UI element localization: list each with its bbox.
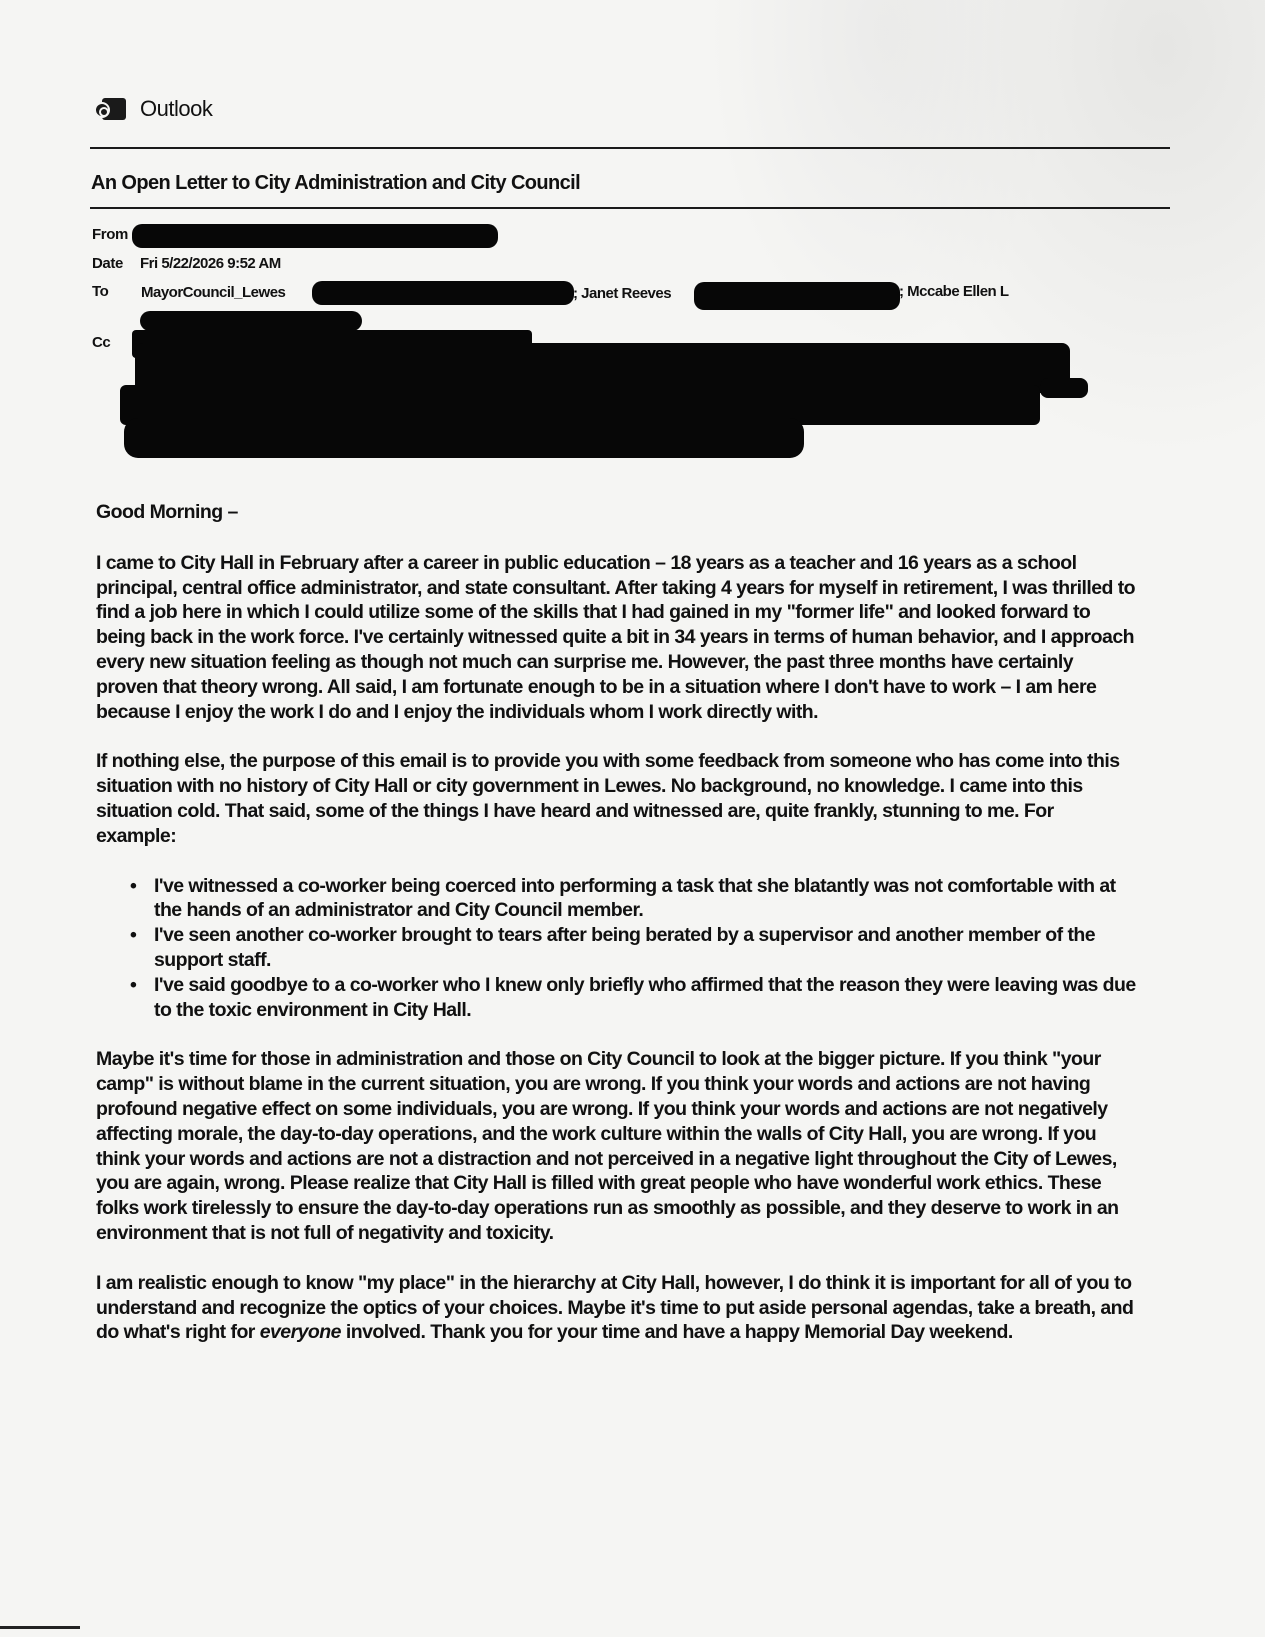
redacted-sender bbox=[132, 224, 498, 248]
closing-text: I am realistic enough to know "my place" in the hierarchy at City Hall, however, I do think it is important for all of you to understand and recognize the optics of your choices. Maybe it's time to put aside personal agendas, take a breath, and do what's right for bbox=[96, 1271, 1134, 1344]
redacted-cc-list bbox=[124, 418, 804, 458]
to-label: To bbox=[92, 283, 109, 300]
to-recipient: ; Janet Reeves bbox=[573, 285, 672, 302]
to-recipient: MayorCouncil_Lewes bbox=[141, 284, 286, 301]
list-item: • I've witnessed a co-worker being coerced into performing a task that she blatantly was not comfortable with at the hands of an administrator and City Council member. bbox=[154, 874, 1136, 924]
header-divider bbox=[90, 147, 1170, 149]
closing-paragraph bbox=[96, 1271, 1136, 1345]
redacted-cc-list bbox=[1040, 378, 1088, 398]
greeting: Good Morning – bbox=[96, 501, 238, 523]
example-list bbox=[96, 874, 1136, 1023]
outlook-logo-icon bbox=[94, 96, 126, 122]
list-item: • I've seen another co-worker brought to tears after being berated by a supervisor and another member of the support staff. bbox=[154, 923, 1136, 973]
to-recipient: ; Mccabe Ellen L bbox=[899, 283, 1009, 300]
from-label: From bbox=[92, 226, 128, 243]
app-title: Outlook bbox=[140, 96, 213, 121]
page-edge-mark bbox=[0, 1626, 80, 1629]
body-paragraph: I came to City Hall in February after a career in public education – 18 years as a teacher and 16 years as a school principal, central office administrator, and state consultant. After taking 4 years for myself in retirement, I was thrilled to find a job here in which I could utilize some of the skills that I had gained in my "former life" and looked forward to being back in the work force. I've certainly witnessed quite a bit in 34 years in terms of human behavior, and I approach every new situation feeling as though not much can surprise me. However, the past three months have certainly proven that theory wrong. All said, I am fortunate enough to be in a situation where I don't have to work – I am here because I enjoy the work I do and I enjoy the individuals whom I work directly with. bbox=[96, 551, 1136, 723]
app-header bbox=[94, 96, 212, 122]
redacted-recipient-email bbox=[694, 282, 900, 310]
emphasis-text: everyone bbox=[259, 1321, 341, 1344]
email-subject: An Open Letter to City Administration and City Council bbox=[91, 172, 581, 194]
email-body bbox=[96, 500, 1136, 1370]
cc-label: Cc bbox=[92, 334, 111, 351]
date-label: Date bbox=[92, 255, 123, 272]
body-paragraph: If nothing else, the purpose of this email is to provide you with some feedback from someone who has come into this situation with no history of City Hall or city government in Lewes. No background, no knowledge. I came into this situation cold. That said, some of the things I have heard and witnessed are, quite frankly, stunning to me. For example: bbox=[96, 750, 1120, 847]
body-paragraph: Maybe it's time for those in administration and those on City Council to look at the bigger picture. If you think "your camp" is without blame in the current situation, you are wrong. If you think your words and actions are not having profound negative effect on some individuals, you are wrong. If you think your words and actions are not negatively affecting morale, the day-to-day operations, and the work culture within the walls of City Hall, you are wrong. If you think your words and actions are not a distraction and not perceived in a negative light throughout the City of Lewes, you are again, wrong. Please realize that City Hall is filled with great people who have wonderful work ethics. These folks work tirelessly to ensure the day-to-day operations run as smoothly as possible, and they deserve to work in an environment that is not full of negativity and toxicity. bbox=[96, 1048, 1119, 1244]
date-value: Fri 5/22/2026 9:52 AM bbox=[140, 255, 281, 272]
redacted-recipient-email bbox=[312, 281, 574, 305]
closing-text-end: involved. Thank you for your time and have a happy Memorial Day weekend. bbox=[340, 1321, 1013, 1344]
list-item: • I've said goodbye to a co-worker who I knew only briefly who affirmed that the reason they were leaving was due to the toxic environment in City Hall. bbox=[154, 973, 1136, 1023]
redacted-recipient-email bbox=[140, 311, 362, 331]
subject-divider bbox=[90, 207, 1170, 209]
